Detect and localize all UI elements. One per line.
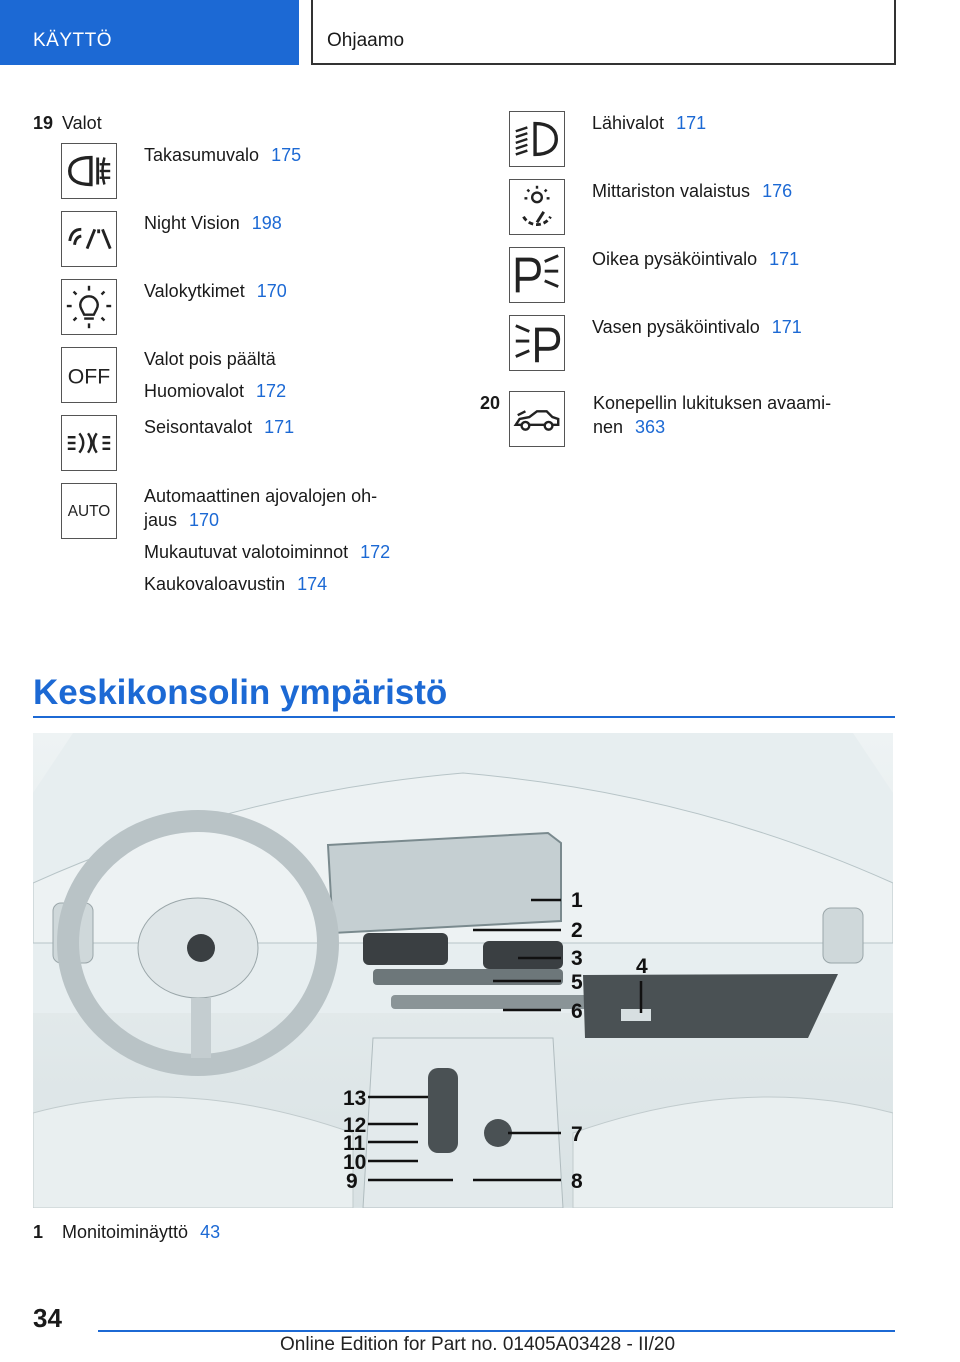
callout-6: 6 (571, 1000, 583, 1023)
low-beam-icon (509, 111, 565, 167)
console-illustration (33, 733, 893, 1208)
section-title: Keskikonsolin ympäristö (33, 673, 448, 712)
callout-8: 8 (571, 1170, 583, 1193)
list-item: Konepellin lukituksen avaami- (593, 393, 832, 413)
list-item: Mukautuvat valotoiminnot 172 (144, 542, 391, 562)
list-item: Valokytkimet 170 (144, 281, 287, 301)
list-item: Vasen pysäköintivalo 171 (592, 317, 802, 337)
off-icon (61, 347, 117, 403)
list-item: Takasumuvalo 175 (144, 145, 302, 165)
callout-11: 11 (343, 1132, 366, 1155)
svg-text:OFF: OFF (67, 365, 111, 389)
left-parking-light-icon (509, 315, 565, 371)
rear-fog-light-icon (61, 143, 117, 199)
chapter-tab (311, 0, 896, 65)
section-rule (33, 716, 895, 718)
caption-number: 1 (33, 1222, 44, 1242)
footer-rule (98, 1330, 895, 1332)
hood-icon (509, 391, 565, 447)
list-item: Lähivalot 171 (592, 113, 707, 133)
auto-icon (61, 483, 117, 539)
callout-3: 3 (571, 947, 583, 970)
night-vision-icon (61, 211, 117, 267)
list-item: Kaukovaloavustin 174 (144, 574, 328, 594)
callout-12: 12 (343, 1114, 367, 1137)
instrument-lighting-icon (509, 179, 565, 235)
list-item: Valot pois päältä (144, 349, 276, 369)
section-tab (0, 0, 299, 65)
parking-lights-icon (61, 415, 117, 471)
list-item: jaus 170 (144, 510, 220, 530)
item-number: 19 (33, 113, 54, 133)
list-item: Oikea pysäköintivalo 171 (592, 249, 800, 269)
list-item: Seisontavalot 171 (144, 417, 295, 437)
item-title: Valot (62, 113, 102, 133)
callout-9: 9 (346, 1170, 358, 1193)
chapter-label: Ohjaamo (327, 30, 405, 51)
callout-1: 1 (571, 889, 583, 912)
callout-4: 4 (636, 955, 648, 978)
list-item: Automaattinen ajovalojen oh- (144, 486, 378, 506)
item-number: 20 (480, 393, 501, 413)
callout-7: 7 (571, 1123, 583, 1146)
callout-2: 2 (571, 919, 583, 942)
page-number: 34 (33, 1303, 62, 1333)
edition-note: Online Edition for Part no. 01405A03428 - II/20 (280, 1334, 676, 1355)
callout-13: 13 (343, 1087, 367, 1110)
list-item: Mittariston valaistus 176 (592, 181, 793, 201)
svg-text:AUTO: AUTO (67, 502, 111, 520)
callout-5: 5 (571, 971, 583, 994)
list-item: Huomiovalot 172 (144, 381, 287, 401)
section-label: KÄYTTÖ (33, 30, 113, 51)
list-item: Night Vision 198 (144, 213, 282, 233)
right-parking-light-icon (509, 247, 565, 303)
callout-10: 10 (343, 1151, 367, 1174)
caption-text: Monitoiminäyttö 43 (62, 1222, 221, 1242)
list-item: nen 363 (593, 417, 666, 437)
light-switch-icon (61, 279, 117, 335)
